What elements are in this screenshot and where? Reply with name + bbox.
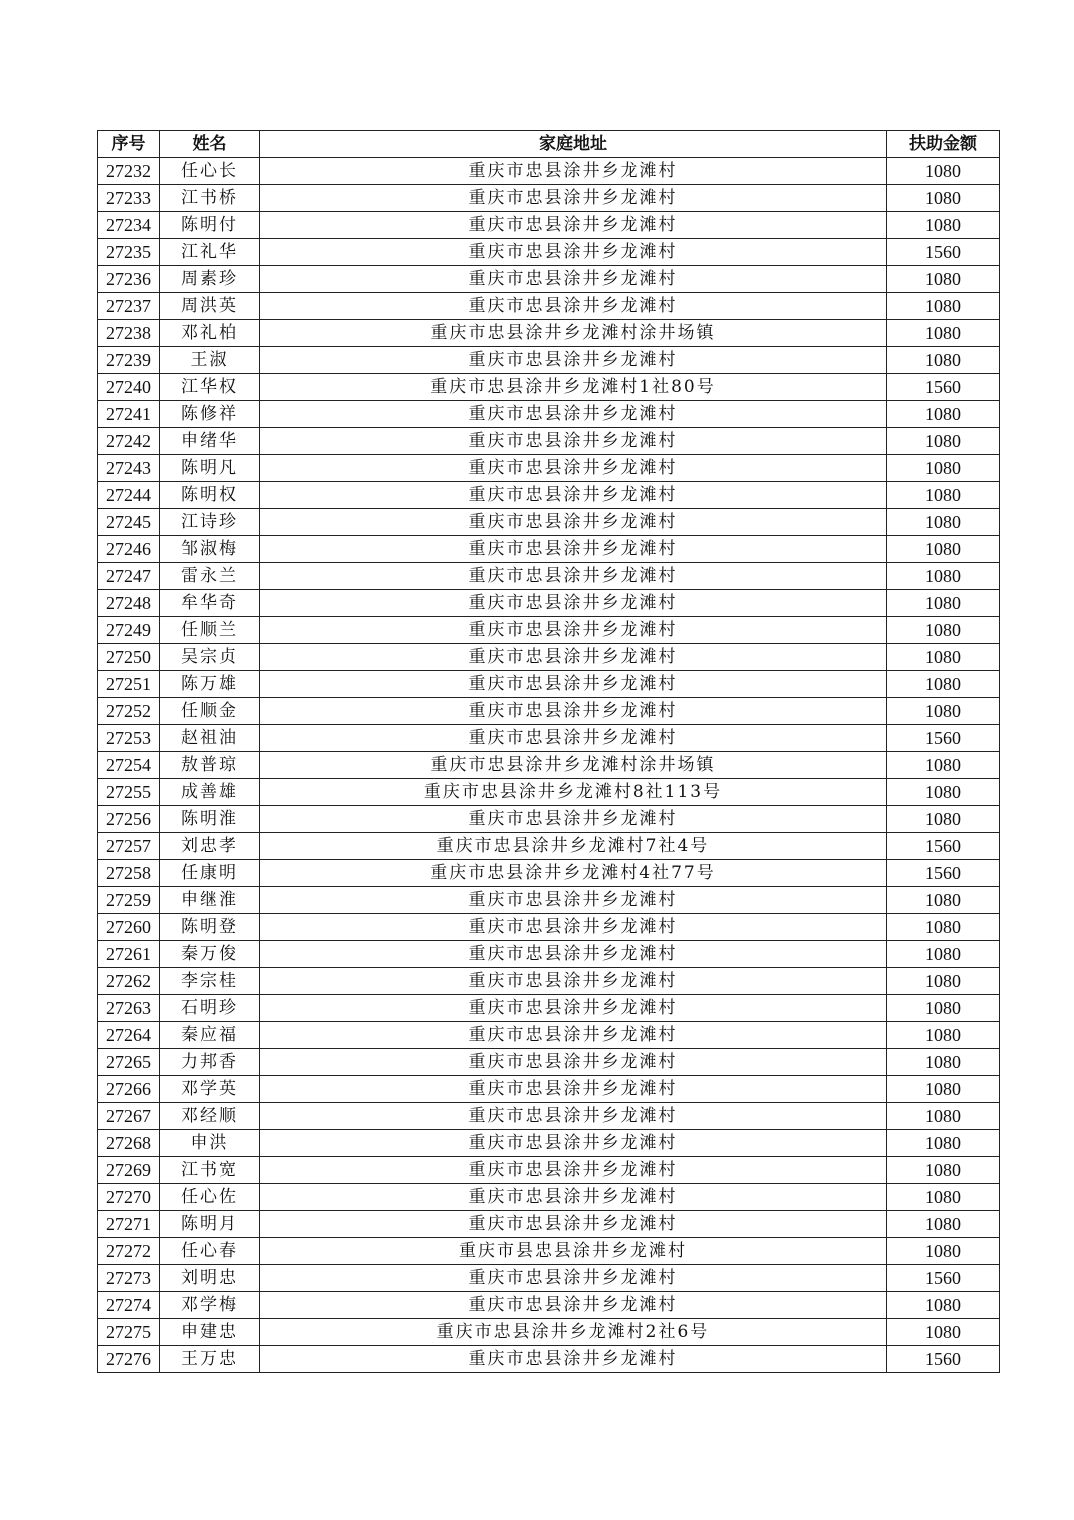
table-row bbox=[98, 1319, 1000, 1346]
table-row bbox=[98, 1211, 1000, 1238]
table-row bbox=[98, 320, 1000, 347]
table-row bbox=[98, 1130, 1000, 1157]
table-row bbox=[98, 1184, 1000, 1211]
cell-seq: 27256 bbox=[98, 806, 160, 833]
cell-address: 重庆市忠县涂井乡龙滩村 bbox=[260, 536, 887, 563]
cell-address: 重庆市县忠县涂井乡龙滩村 bbox=[260, 1238, 887, 1265]
cell-amount: 1080 bbox=[887, 401, 1000, 428]
cell-seq: 27242 bbox=[98, 428, 160, 455]
table-row bbox=[98, 968, 1000, 995]
table-row bbox=[98, 374, 1000, 401]
cell-amount: 1080 bbox=[887, 644, 1000, 671]
cell-seq: 27260 bbox=[98, 914, 160, 941]
table-row bbox=[98, 1049, 1000, 1076]
cell-name: 任顺兰 bbox=[160, 617, 260, 644]
cell-seq: 27255 bbox=[98, 779, 160, 806]
cell-amount: 1560 bbox=[887, 239, 1000, 266]
cell-amount: 1080 bbox=[887, 1238, 1000, 1265]
cell-amount: 1080 bbox=[887, 1211, 1000, 1238]
cell-seq: 27270 bbox=[98, 1184, 160, 1211]
cell-name: 牟华奇 bbox=[160, 590, 260, 617]
cell-name: 陈明月 bbox=[160, 1211, 260, 1238]
cell-seq: 27271 bbox=[98, 1211, 160, 1238]
cell-amount: 1080 bbox=[887, 212, 1000, 239]
cell-address: 重庆市忠县涂井乡龙滩村 bbox=[260, 1157, 887, 1184]
cell-address: 重庆市忠县涂井乡龙滩村 bbox=[260, 590, 887, 617]
table-row bbox=[98, 617, 1000, 644]
assistance-roster-table bbox=[97, 130, 1000, 1373]
cell-amount: 1080 bbox=[887, 563, 1000, 590]
cell-amount: 1080 bbox=[887, 671, 1000, 698]
table-row bbox=[98, 833, 1000, 860]
table-row bbox=[98, 563, 1000, 590]
cell-seq: 27246 bbox=[98, 536, 160, 563]
table-row bbox=[98, 671, 1000, 698]
cell-address: 重庆市忠县涂井乡龙滩村 bbox=[260, 239, 887, 266]
cell-amount: 1080 bbox=[887, 914, 1000, 941]
cell-name: 吴宗贞 bbox=[160, 644, 260, 671]
cell-seq: 27245 bbox=[98, 509, 160, 536]
cell-amount: 1080 bbox=[887, 779, 1000, 806]
cell-address: 重庆市忠县涂井乡龙滩村 bbox=[260, 914, 887, 941]
cell-address: 重庆市忠县涂井乡龙滩村 bbox=[260, 401, 887, 428]
cell-seq: 27250 bbox=[98, 644, 160, 671]
cell-amount: 1080 bbox=[887, 887, 1000, 914]
cell-name: 敖普琼 bbox=[160, 752, 260, 779]
table-row bbox=[98, 995, 1000, 1022]
cell-seq: 27239 bbox=[98, 347, 160, 374]
cell-name: 江书宽 bbox=[160, 1157, 260, 1184]
cell-address: 重庆市忠县涂井乡龙滩村涂井场镇 bbox=[260, 752, 887, 779]
cell-name: 江华权 bbox=[160, 374, 260, 401]
cell-address: 重庆市忠县涂井乡龙滩村 bbox=[260, 509, 887, 536]
table-row bbox=[98, 806, 1000, 833]
cell-name: 王淑 bbox=[160, 347, 260, 374]
cell-seq: 27232 bbox=[98, 158, 160, 185]
cell-address: 重庆市忠县涂井乡龙滩村 bbox=[260, 968, 887, 995]
cell-address: 重庆市忠县涂井乡龙滩村 bbox=[260, 455, 887, 482]
cell-seq: 27233 bbox=[98, 185, 160, 212]
cell-seq: 27254 bbox=[98, 752, 160, 779]
cell-seq: 27248 bbox=[98, 590, 160, 617]
cell-name: 刘明忠 bbox=[160, 1265, 260, 1292]
cell-address: 重庆市忠县涂井乡龙滩村 bbox=[260, 293, 887, 320]
cell-seq: 27253 bbox=[98, 725, 160, 752]
cell-name: 陈明凡 bbox=[160, 455, 260, 482]
table-row bbox=[98, 428, 1000, 455]
cell-address: 重庆市忠县涂井乡龙滩村 bbox=[260, 806, 887, 833]
cell-address: 重庆市忠县涂井乡龙滩村4社77号 bbox=[260, 860, 887, 887]
cell-address: 重庆市忠县涂井乡龙滩村 bbox=[260, 158, 887, 185]
table-row bbox=[98, 914, 1000, 941]
cell-seq: 27264 bbox=[98, 1022, 160, 1049]
table-row bbox=[98, 1103, 1000, 1130]
table-row bbox=[98, 698, 1000, 725]
table-row bbox=[98, 509, 1000, 536]
cell-amount: 1080 bbox=[887, 266, 1000, 293]
cell-name: 陈修祥 bbox=[160, 401, 260, 428]
cell-address: 重庆市忠县涂井乡龙滩村 bbox=[260, 1022, 887, 1049]
cell-seq: 27244 bbox=[98, 482, 160, 509]
cell-amount: 1080 bbox=[887, 617, 1000, 644]
cell-amount: 1080 bbox=[887, 1157, 1000, 1184]
cell-amount: 1080 bbox=[887, 455, 1000, 482]
cell-address: 重庆市忠县涂井乡龙滩村 bbox=[260, 266, 887, 293]
cell-seq: 27249 bbox=[98, 617, 160, 644]
cell-seq: 27259 bbox=[98, 887, 160, 914]
cell-amount: 1080 bbox=[887, 995, 1000, 1022]
cell-name: 赵祖油 bbox=[160, 725, 260, 752]
cell-name: 陈明登 bbox=[160, 914, 260, 941]
cell-seq: 27269 bbox=[98, 1157, 160, 1184]
cell-name: 任康明 bbox=[160, 860, 260, 887]
cell-amount: 1080 bbox=[887, 347, 1000, 374]
table-row bbox=[98, 212, 1000, 239]
cell-seq: 27266 bbox=[98, 1076, 160, 1103]
cell-name: 申洪 bbox=[160, 1130, 260, 1157]
cell-address: 重庆市忠县涂井乡龙滩村 bbox=[260, 347, 887, 374]
cell-seq: 27265 bbox=[98, 1049, 160, 1076]
cell-name: 秦万俊 bbox=[160, 941, 260, 968]
cell-address: 重庆市忠县涂井乡龙滩村 bbox=[260, 1346, 887, 1373]
cell-seq: 27241 bbox=[98, 401, 160, 428]
cell-seq: 27267 bbox=[98, 1103, 160, 1130]
cell-address: 重庆市忠县涂井乡龙滩村 bbox=[260, 1103, 887, 1130]
cell-amount: 1080 bbox=[887, 1022, 1000, 1049]
table-row bbox=[98, 590, 1000, 617]
cell-name: 邓学英 bbox=[160, 1076, 260, 1103]
header-amount: 扶助金额 bbox=[887, 131, 1000, 158]
cell-amount: 1080 bbox=[887, 185, 1000, 212]
cell-address: 重庆市忠县涂井乡龙滩村 bbox=[260, 617, 887, 644]
cell-amount: 1080 bbox=[887, 968, 1000, 995]
table-row bbox=[98, 1157, 1000, 1184]
table-row bbox=[98, 266, 1000, 293]
cell-name: 陈明权 bbox=[160, 482, 260, 509]
cell-name: 力邦香 bbox=[160, 1049, 260, 1076]
cell-amount: 1080 bbox=[887, 320, 1000, 347]
header-name: 姓名 bbox=[160, 131, 260, 158]
cell-seq: 27275 bbox=[98, 1319, 160, 1346]
cell-amount: 1560 bbox=[887, 1346, 1000, 1373]
table-row bbox=[98, 536, 1000, 563]
cell-amount: 1080 bbox=[887, 536, 1000, 563]
cell-seq: 27273 bbox=[98, 1265, 160, 1292]
cell-address: 重庆市忠县涂井乡龙滩村 bbox=[260, 428, 887, 455]
cell-address: 重庆市忠县涂井乡龙滩村 bbox=[260, 995, 887, 1022]
cell-amount: 1080 bbox=[887, 752, 1000, 779]
table-row bbox=[98, 1265, 1000, 1292]
cell-address: 重庆市忠县涂井乡龙滩村 bbox=[260, 887, 887, 914]
cell-address: 重庆市忠县涂井乡龙滩村 bbox=[260, 941, 887, 968]
cell-name: 邓礼柏 bbox=[160, 320, 260, 347]
cell-address: 重庆市忠县涂井乡龙滩村 bbox=[260, 698, 887, 725]
cell-address: 重庆市忠县涂井乡龙滩村 bbox=[260, 185, 887, 212]
cell-seq: 27237 bbox=[98, 293, 160, 320]
cell-seq: 27234 bbox=[98, 212, 160, 239]
cell-name: 陈万雄 bbox=[160, 671, 260, 698]
cell-amount: 1560 bbox=[887, 1265, 1000, 1292]
cell-name: 成善雄 bbox=[160, 779, 260, 806]
cell-seq: 27251 bbox=[98, 671, 160, 698]
table-row bbox=[98, 239, 1000, 266]
table-row bbox=[98, 347, 1000, 374]
cell-name: 邓学梅 bbox=[160, 1292, 260, 1319]
cell-amount: 1560 bbox=[887, 860, 1000, 887]
cell-name: 周素珍 bbox=[160, 266, 260, 293]
header-address: 家庭地址 bbox=[260, 131, 887, 158]
cell-name: 邓经顺 bbox=[160, 1103, 260, 1130]
cell-seq: 27268 bbox=[98, 1130, 160, 1157]
cell-seq: 27252 bbox=[98, 698, 160, 725]
cell-amount: 1080 bbox=[887, 698, 1000, 725]
table-row bbox=[98, 293, 1000, 320]
cell-amount: 1560 bbox=[887, 374, 1000, 401]
cell-name: 江礼华 bbox=[160, 239, 260, 266]
cell-amount: 1080 bbox=[887, 1076, 1000, 1103]
cell-amount: 1080 bbox=[887, 482, 1000, 509]
table-row bbox=[98, 941, 1000, 968]
cell-address: 重庆市忠县涂井乡龙滩村 bbox=[260, 671, 887, 698]
cell-amount: 1080 bbox=[887, 941, 1000, 968]
cell-amount: 1560 bbox=[887, 833, 1000, 860]
table-row bbox=[98, 779, 1000, 806]
cell-address: 重庆市忠县涂井乡龙滩村 bbox=[260, 1076, 887, 1103]
cell-name: 刘忠孝 bbox=[160, 833, 260, 860]
cell-address: 重庆市忠县涂井乡龙滩村 bbox=[260, 1130, 887, 1157]
cell-address: 重庆市忠县涂井乡龙滩村涂井场镇 bbox=[260, 320, 887, 347]
table-row bbox=[98, 455, 1000, 482]
cell-name: 任心长 bbox=[160, 158, 260, 185]
cell-address: 重庆市忠县涂井乡龙滩村 bbox=[260, 482, 887, 509]
cell-address: 重庆市忠县涂井乡龙滩村7社4号 bbox=[260, 833, 887, 860]
table-row bbox=[98, 482, 1000, 509]
cell-address: 重庆市忠县涂井乡龙滩村 bbox=[260, 1049, 887, 1076]
cell-amount: 1080 bbox=[887, 590, 1000, 617]
cell-address: 重庆市忠县涂井乡龙滩村 bbox=[260, 1265, 887, 1292]
table-row bbox=[98, 1346, 1000, 1373]
cell-name: 江书桥 bbox=[160, 185, 260, 212]
cell-amount: 1080 bbox=[887, 293, 1000, 320]
cell-seq: 27236 bbox=[98, 266, 160, 293]
cell-name: 秦应福 bbox=[160, 1022, 260, 1049]
cell-name: 申继淮 bbox=[160, 887, 260, 914]
cell-seq: 27258 bbox=[98, 860, 160, 887]
table-row bbox=[98, 725, 1000, 752]
cell-amount: 1080 bbox=[887, 1292, 1000, 1319]
table-row bbox=[98, 1238, 1000, 1265]
cell-seq: 27243 bbox=[98, 455, 160, 482]
table-row bbox=[98, 752, 1000, 779]
cell-amount: 1080 bbox=[887, 509, 1000, 536]
cell-address: 重庆市忠县涂井乡龙滩村 bbox=[260, 1184, 887, 1211]
cell-seq: 27276 bbox=[98, 1346, 160, 1373]
cell-amount: 1080 bbox=[887, 1049, 1000, 1076]
cell-amount: 1080 bbox=[887, 158, 1000, 185]
cell-seq: 27257 bbox=[98, 833, 160, 860]
cell-address: 重庆市忠县涂井乡龙滩村8社113号 bbox=[260, 779, 887, 806]
header-seq: 序号 bbox=[98, 131, 160, 158]
cell-amount: 1080 bbox=[887, 1184, 1000, 1211]
cell-address: 重庆市忠县涂井乡龙滩村 bbox=[260, 644, 887, 671]
cell-name: 任心春 bbox=[160, 1238, 260, 1265]
cell-amount: 1080 bbox=[887, 1130, 1000, 1157]
cell-address: 重庆市忠县涂井乡龙滩村 bbox=[260, 563, 887, 590]
cell-seq: 27238 bbox=[98, 320, 160, 347]
table-row bbox=[98, 887, 1000, 914]
cell-seq: 27272 bbox=[98, 1238, 160, 1265]
cell-address: 重庆市忠县涂井乡龙滩村 bbox=[260, 212, 887, 239]
table-body bbox=[98, 158, 1000, 1373]
cell-name: 邹淑梅 bbox=[160, 536, 260, 563]
cell-name: 周洪英 bbox=[160, 293, 260, 320]
cell-amount: 1080 bbox=[887, 428, 1000, 455]
cell-seq: 27235 bbox=[98, 239, 160, 266]
cell-amount: 1560 bbox=[887, 725, 1000, 752]
cell-amount: 1080 bbox=[887, 806, 1000, 833]
table-header-row bbox=[98, 131, 1000, 158]
table-row bbox=[98, 860, 1000, 887]
cell-name: 石明珍 bbox=[160, 995, 260, 1022]
cell-name: 任心佐 bbox=[160, 1184, 260, 1211]
cell-address: 重庆市忠县涂井乡龙滩村 bbox=[260, 1211, 887, 1238]
cell-amount: 1080 bbox=[887, 1103, 1000, 1130]
cell-amount: 1080 bbox=[887, 1319, 1000, 1346]
cell-seq: 27263 bbox=[98, 995, 160, 1022]
cell-seq: 27261 bbox=[98, 941, 160, 968]
cell-name: 雷永兰 bbox=[160, 563, 260, 590]
table-row bbox=[98, 1292, 1000, 1319]
cell-seq: 27240 bbox=[98, 374, 160, 401]
cell-name: 陈明付 bbox=[160, 212, 260, 239]
cell-address: 重庆市忠县涂井乡龙滩村1社80号 bbox=[260, 374, 887, 401]
cell-seq: 27247 bbox=[98, 563, 160, 590]
table-row bbox=[98, 1076, 1000, 1103]
cell-address: 重庆市忠县涂井乡龙滩村 bbox=[260, 1292, 887, 1319]
table-row bbox=[98, 158, 1000, 185]
table-row bbox=[98, 185, 1000, 212]
cell-seq: 27262 bbox=[98, 968, 160, 995]
cell-name: 申绪华 bbox=[160, 428, 260, 455]
cell-name: 申建忠 bbox=[160, 1319, 260, 1346]
cell-address: 重庆市忠县涂井乡龙滩村2社6号 bbox=[260, 1319, 887, 1346]
table-row bbox=[98, 401, 1000, 428]
cell-address: 重庆市忠县涂井乡龙滩村 bbox=[260, 725, 887, 752]
cell-name: 陈明淮 bbox=[160, 806, 260, 833]
cell-name: 江诗珍 bbox=[160, 509, 260, 536]
cell-seq: 27274 bbox=[98, 1292, 160, 1319]
cell-name: 任顺金 bbox=[160, 698, 260, 725]
table-row bbox=[98, 644, 1000, 671]
table-row bbox=[98, 1022, 1000, 1049]
cell-name: 李宗桂 bbox=[160, 968, 260, 995]
cell-name: 王万忠 bbox=[160, 1346, 260, 1373]
